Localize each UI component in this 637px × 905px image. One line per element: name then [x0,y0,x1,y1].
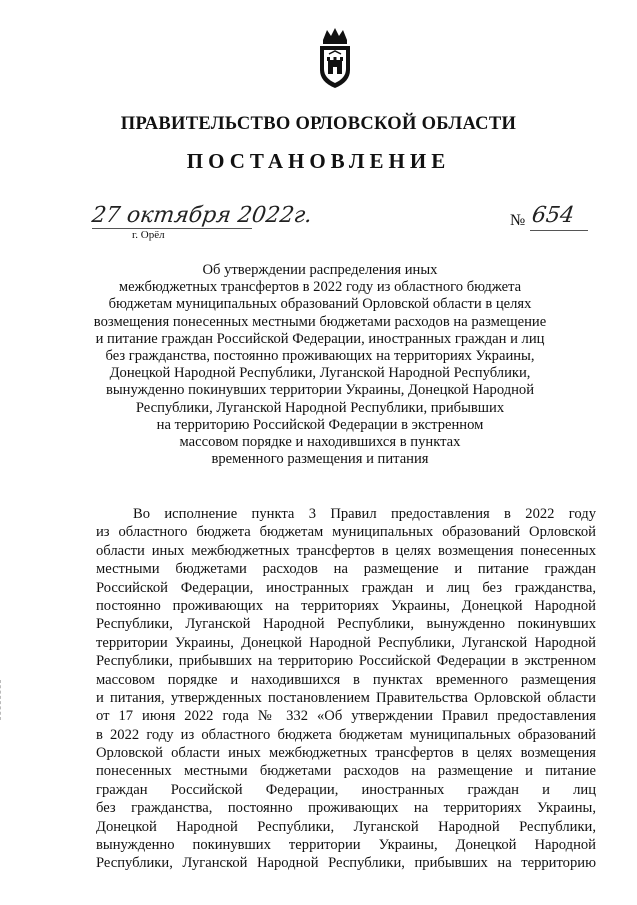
body-line: массовом порядке и находившихся в пунктах временного размещения [96,671,596,688]
title-line: на территорию Российской Федерации в экстренном [156,416,484,433]
body-line: в 2022 году из областного бюджета бюджетам муниципальных образований [96,726,596,743]
body-line: из областного бюджета бюджетам муниципальных образований Орловской [96,524,596,541]
document-title [80,262,560,468]
body-line: Орловской области иных межбюджетных трансфертов в целях возмещения [96,745,596,762]
title-line: бюджетам муниципальных образований Орловской области в целях [108,296,532,313]
body-line: местными бюджетами расходов на размещение и питание граждан [96,561,596,578]
body-line: постоянно проживающих на территориях Украины, Донецкой Народной [96,597,596,614]
body-line: Республики, прибывших на территорию Российской Федерации в экстренном [96,653,596,670]
number-label: № [510,212,526,229]
title-line: вынужденно покинувших территории Украины, Донецкой Народной [105,382,535,399]
body-line: без гражданства, постоянно проживающих на территориях Украины, [96,800,596,817]
document-type: ПОСТАНОВЛЕНИЕ [186,149,451,173]
title-line: и питание граждан Российской Федерации, иностранных граждан и лиц [95,330,545,347]
title-line: без гражданства, постоянно проживающих на территориях Украины, [105,348,535,365]
title-line: Об утверждении распределения иных [202,262,438,278]
body-line: области иных межбюджетных трансфертов в целях возмещения понесенных [96,542,596,559]
document-body [96,505,596,873]
body-line: Донецкой Народной Республики, Луганской Народной Республики, [96,818,596,835]
title-line: массовом порядке и находившихся в пунктах [179,434,461,451]
document-date: 27 октября 2022г. [90,203,314,228]
body-line: вынужденно покинувших территории Украины, Донецкой Народной [96,837,596,854]
body-line: территории Украины, Донецкой Народной Республики, Луганской Народной [96,634,596,651]
coat-of-arms-icon [315,26,355,90]
document-city: г. Орёл [132,229,165,241]
body-line: граждан Российской Федерации, иностранных граждан и лиц [96,781,596,798]
title-line: Республики, Луганской Народной Республики, прибывших [135,399,505,416]
body-line: Республики, Луганской Народной Республики, прибывших на территорию [96,855,596,872]
body-line: понесенных местными бюджетами расходов на размещение и питание [96,763,596,780]
title-line: Донецкой Народной Республики, Луганской Народной Республики, [109,365,531,382]
title-line: межбюджетных трансфертов в 2022 году из областного бюджета [118,279,522,296]
title-line: временного размещения и питания [211,451,429,468]
body-line: Республики, Луганской Народной Республики, вынужденно покинувших [96,616,596,633]
number-underline [530,230,588,231]
body-line: Во исполнение пункта 3 Правил предоставления в 2022 году [133,506,596,522]
date-underline [92,228,252,229]
body-line: и питания, утвержденных постановлением Правительства Орловской области [96,689,596,706]
document-number: 654 [530,203,576,228]
body-line: Российской Федерации, иностранных граждан и лиц без гражданства, [96,579,596,596]
body-line: от 17 июня 2022 года № 332 «Об утверждении Правил предоставления [96,708,596,725]
scan-margin-mark [0,680,3,720]
title-line: возмещения понесенных местными бюджетами расходов на размещение [93,313,547,330]
organization-name: ПРАВИТЕЛЬСТВО ОРЛОВСКОЙ ОБЛАСТИ [120,114,517,134]
